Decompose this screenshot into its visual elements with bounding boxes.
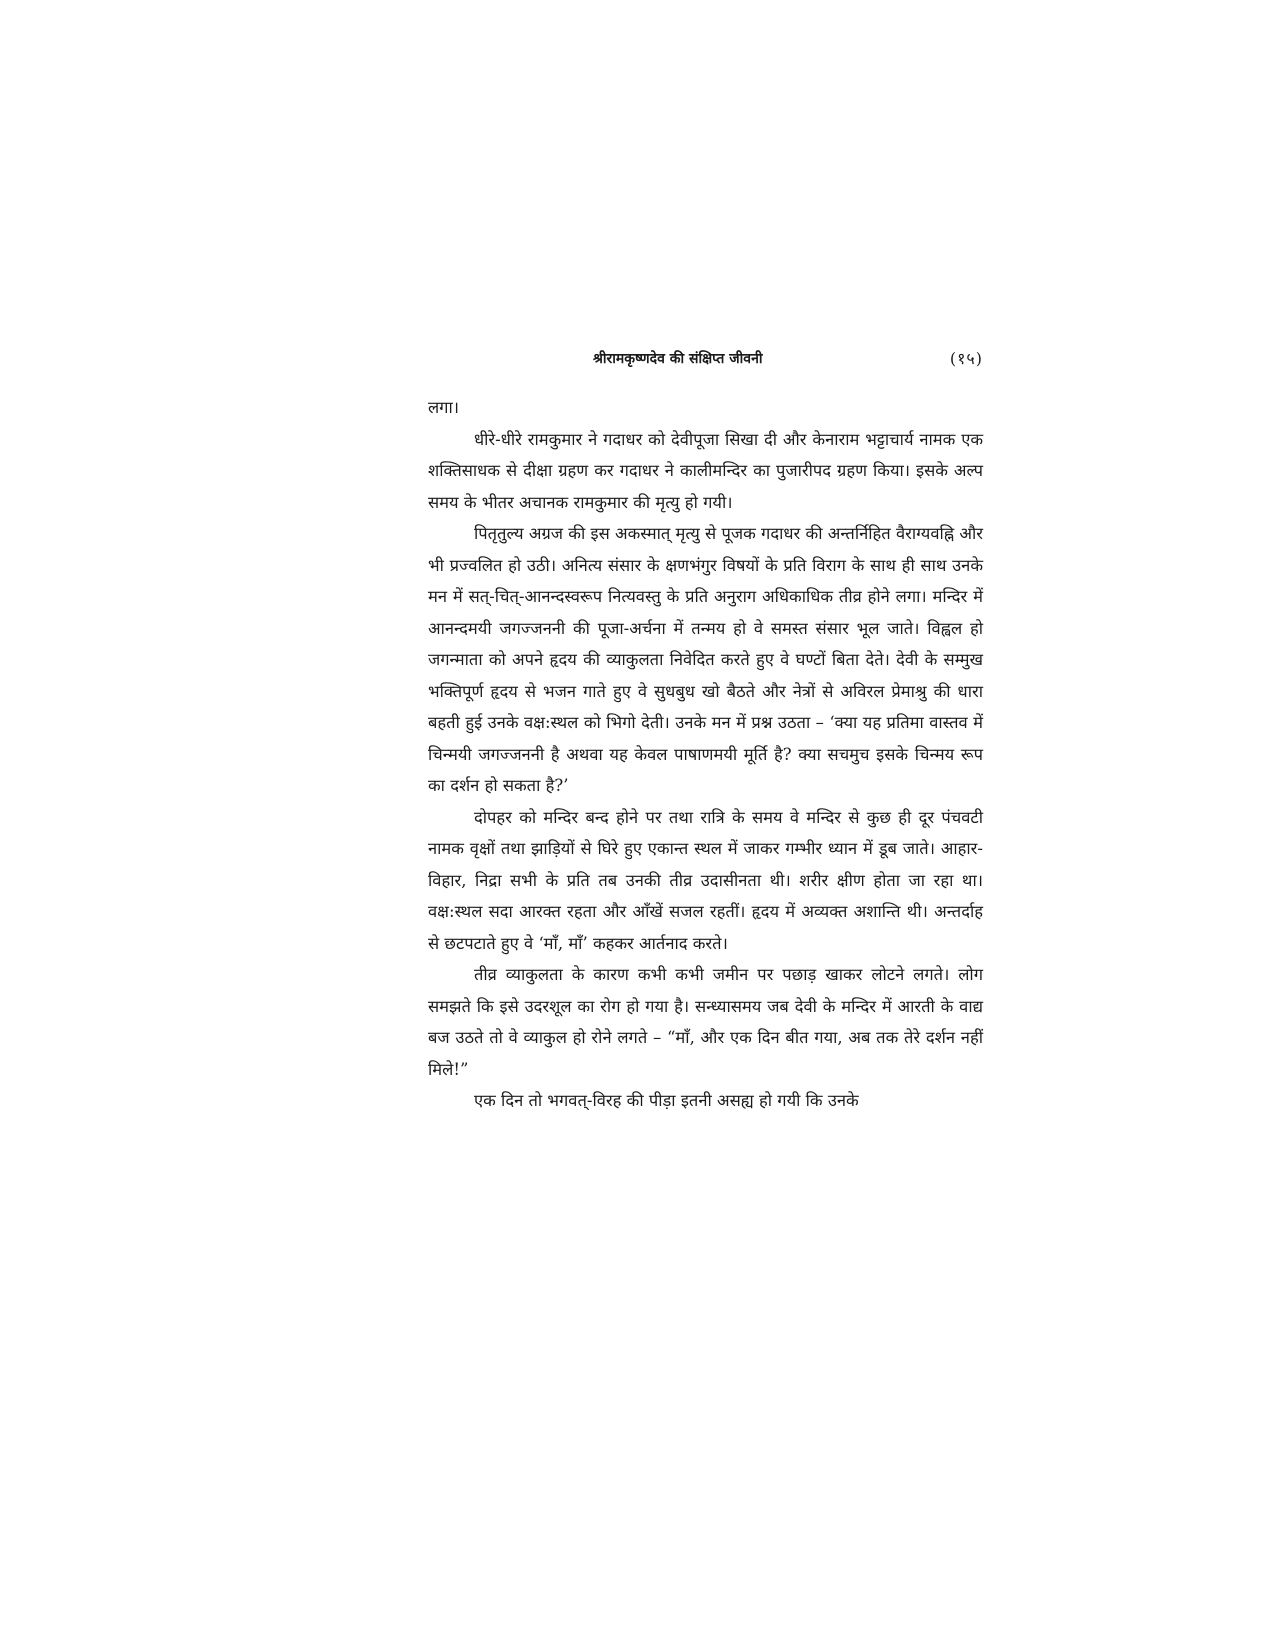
body-text (428, 392, 983, 1117)
running-title: श्रीरामकृष्णदेव की संक्षिप्त जीवनी (593, 351, 763, 367)
page-number: (१५) (949, 349, 983, 368)
book-page (428, 348, 983, 1117)
paragraph: एक दिन तो भगवत्-विरह की पीड़ा इतनी असह्य हो गयी कि उनके (474, 1091, 859, 1110)
paragraph: पितृतुल्य अग्रज की इस अकस्मात् मृत्यु से पूजक गदाधर की अन्तर्निहित वैराग्यवह्नि और भी प्रज्वलित हो उठी। अनित्य संसार के क्षणभंगुर विषयों के प्रति विराग के साथ ही साथ उनके मन में सत्-चित्-आनन्दस्वरूप नित्यवस्तु के प्रति अनुराग अधिकाधिक तीव्र होने लगा। मन्दिर में आनन्दमयी जगज्जननी की पूजा-अर्चना में तन्मय हो वे समस्त संसार भूल जाते। विह्वल हो जगन्माता को अपने हृदय की व्याकुलता निवेदित करते हुए वे घण्टों बिता देते। देवी के सम्मुख भक्तिपूर्ण हृदय से भजन गाते हुए वे सुधबुध खो बैठते और नेत्रों से अविरल प्रेमाश्रु की धारा बहती हुई उनके वक्ष:स्थल को भिगो देती। उनके मन में प्रश्न उठता – ‘क्या यह प्रतिमा वास्तव में चिन्मयी जगज्जननी है अथवा यह केवल पाषाणमयी मूर्ति है? क्या सचमुच इसके चिन्मय रूप का दर्शन हो सकता है?’ (428, 524, 983, 795)
running-header (428, 348, 983, 378)
paragraph: धीरे-धीरे रामकुमार ने गदाधर को देवीपूजा सिखा दी और केनाराम भट्टाचार्य नामक एक शक्तिसाधक से दीक्षा ग्रहण कर गदाधर ने कालीमन्दिर का पुजारीपद ग्रहण किया। इसके अल्प समय के भीतर अचानक रामकुमार की मृत्यु हो गयी। (428, 429, 983, 512)
paragraph: दोपहर को मन्दिर बन्द होने पर तथा रात्रि के समय वे मन्दिर से कुछ ही दूर पंचवटी नामक वृक्षों तथा झाड़ियों से घिरे हुए एकान्त स्थल में जाकर गम्भीर ध्यान में डूब जाते। आहार-विहार, निद्रा सभी के प्रति तब उनकी तीव्र उदासीनता थी। शरीर क्षीण होता जा रहा था। वक्ष:स्थल सदा आरक्त रहता और आँखें सजल रहतीं। हृदय में अव्यक्त अशान्ति थी। अन्तर्दाह से छटपटाते हुए वे ‘माँ, माँ’ कहकर आर्तनाद करते। (428, 807, 983, 953)
paragraph-continuation: लगा। (428, 398, 460, 417)
paragraph: तीव्र व्याकुलता के कारण कभी कभी जमीन पर पछाड़ खाकर लोटने लगते। लोग समझते कि इसे उदरशूल का रोग हो गया है। सन्ध्यासमय जब देवी के मन्दिर में आरती के वाद्य बज उठते तो वे व्याकुल हो रोने लगते – “माँ, और एक दिन बीत गया, अब तक तेरे दर्शन नहीं मिले!” (428, 965, 983, 1079)
